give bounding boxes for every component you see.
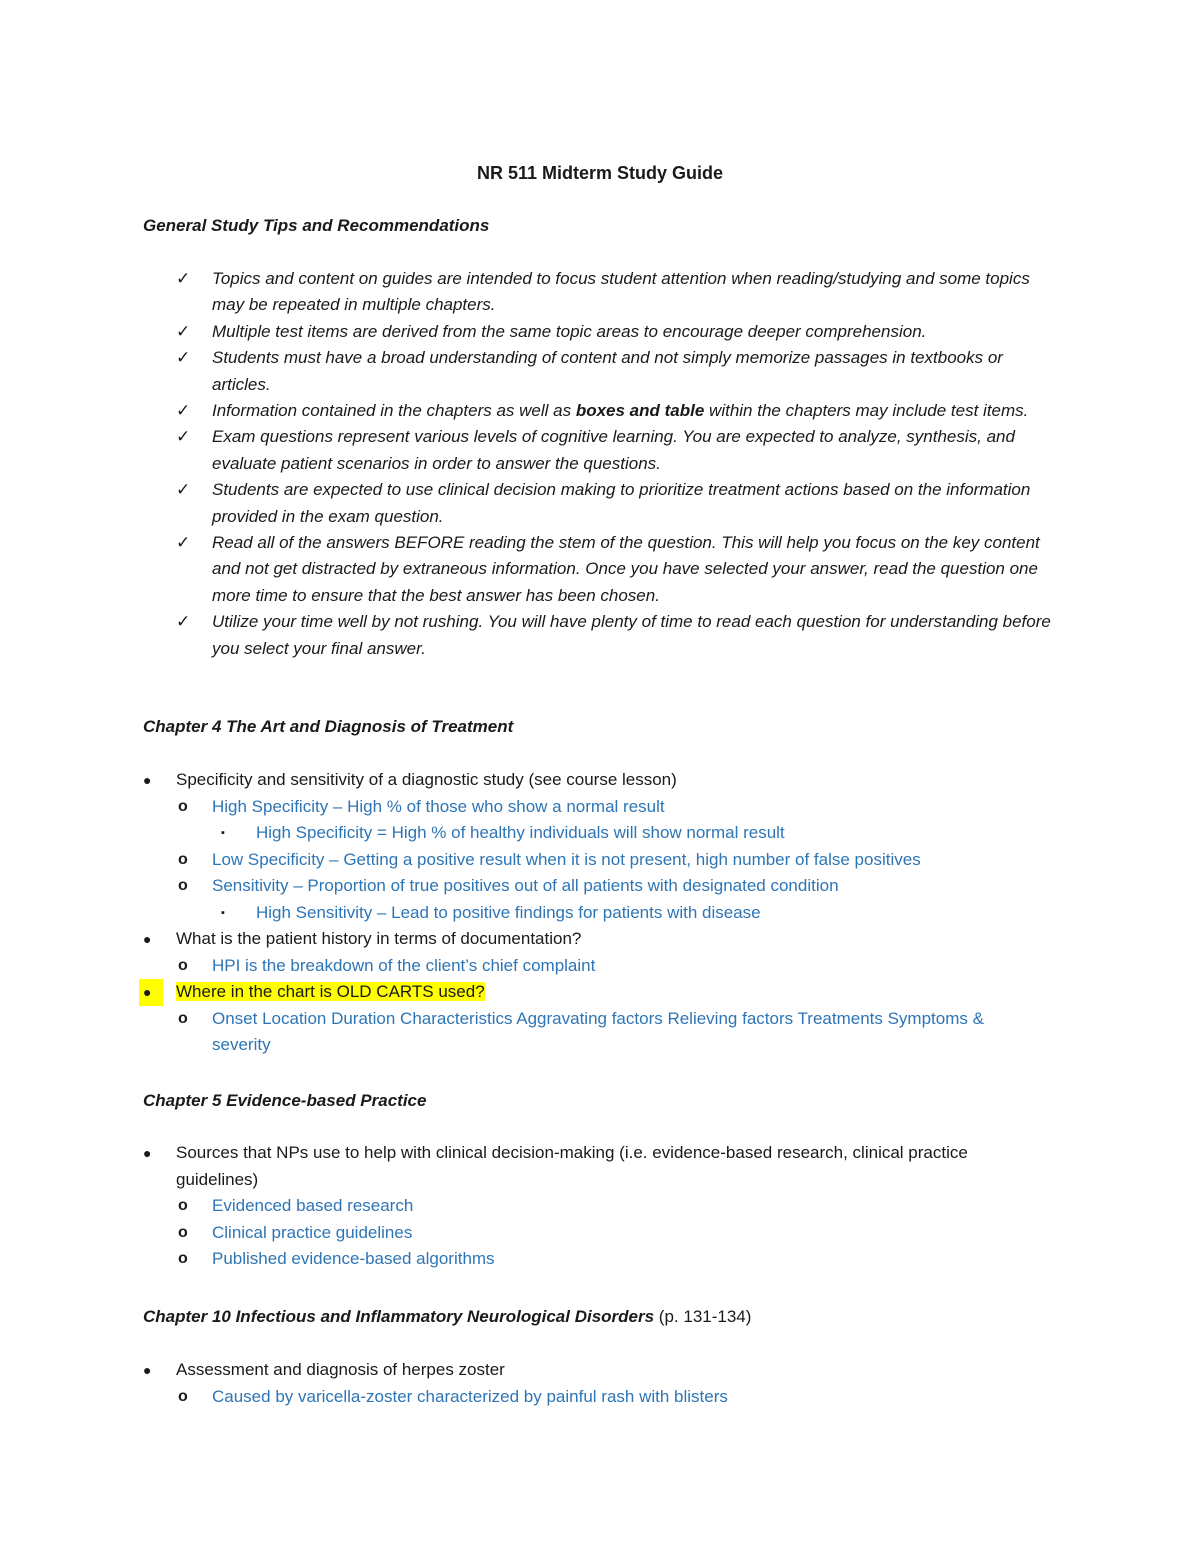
circle-bullet-icon: o [178, 1197, 188, 1214]
bullet-icon: ● [143, 931, 152, 947]
circle-bullet-icon: o [178, 877, 188, 894]
list-item: ▪ High Specificity = High % of healthy individuals will show normal result [0, 820, 1056, 847]
tip-item: ✓ Exam questions represent various levels of cognitive learning. You are expected to analyze, synthesis, and evaluate patient scenarios in order to answer the questions. [0, 424, 1062, 477]
square-bullet-icon: ▪ [221, 827, 225, 839]
tip-item: ✓ Students are expected to use clinical decision making to prioritize treatment actions based on the information provided in the exam question. [0, 477, 1062, 530]
chapter-10-list [0, 1357, 1200, 1410]
page-title: NR 511 Midterm Study Guide [476, 163, 724, 183]
tip-item: ✓ Read all of the answers BEFORE reading the stem of the question. This will help you focus on the key content and not get distracted by extraneous information. Once you have selected your answer, read the question one more time to ensure that the best answer has been chosen. [0, 530, 1062, 609]
circle-bullet-icon: o [178, 956, 188, 974]
chapter-4-list [0, 767, 1200, 1059]
tips-heading: General Study Tips and Recommendations [143, 216, 490, 235]
bullet-icon: ● [143, 1362, 152, 1378]
page-range: (p. 131-134) [658, 1307, 752, 1326]
check-icon: ✓ [176, 427, 191, 447]
list-item: o High Specificity – High % of those who show a normal result [0, 794, 1032, 821]
list-item: ● Sources that NPs use to help with clinical decision-making (i.e. evidence-based research, clinical practice guidelines) [0, 1140, 1036, 1193]
circle-bullet-icon: o [178, 1250, 188, 1267]
check-icon: ✓ [176, 321, 191, 341]
list-item: ● Assessment and diagnosis of herpes zoster [0, 1357, 1036, 1384]
tip-item: ✓ Multiple test items are derived from the same topic areas to encourage deeper comprehension. [0, 319, 1062, 345]
bold-phrase: boxes and table [575, 401, 705, 421]
circle-bullet-icon: o [178, 1009, 188, 1027]
chapter-5-list [0, 1140, 1200, 1273]
check-icon: ✓ [176, 480, 191, 500]
check-icon: ✓ [176, 533, 191, 553]
chapter-5-heading: Chapter 5 Evidence-based Practice [143, 1091, 427, 1110]
list-item: o Clinical practice guidelines [0, 1220, 1032, 1247]
list-item: o Published evidence-based algorithms [0, 1246, 1032, 1273]
tip-item: ✓ Topics and content on guides are intended to focus student attention when reading/studying and some topics may be repeated in multiple chapters. [0, 266, 1062, 319]
highlighted-list-item: ● Where in the chart is OLD CARTS used? [0, 979, 1036, 1006]
tip-item: ✓ Students must have a broad understanding of content and not simply memorize passages in textbooks or articles. [0, 345, 1062, 398]
list-item: o Onset Location Duration Characteristics Aggravating factors Relieving factors Treatments Symptoms & severity [0, 1006, 1032, 1059]
circle-bullet-icon: o [178, 1223, 188, 1241]
circle-bullet-icon: o [178, 850, 188, 868]
list-item: ▪ High Sensitivity – Lead to positive findings for patients with disease [0, 900, 1056, 927]
circle-bullet-icon: o [178, 797, 188, 815]
circle-bullet-icon: o [178, 1387, 188, 1405]
bullet-icon: ● [143, 1145, 152, 1161]
list-item: ● Specificity and sensitivity of a diagnostic study (see course lesson) [0, 767, 1036, 794]
bullet-icon: ● [139, 979, 163, 1006]
list-item: o Caused by varicella-zoster characterized by painful rash with blisters [0, 1384, 1032, 1411]
chapter-10-heading: Chapter 10 Infectious and Inflammatory Neurological Disorders (p. 131-134) [143, 1307, 752, 1326]
bullet-icon: ● [143, 772, 152, 788]
check-icon: ✓ [176, 348, 191, 368]
list-item: o Evidenced based research [0, 1193, 1032, 1220]
list-item: o Low Specificity – Getting a positive result when it is not present, high number of false positives [0, 847, 1032, 874]
check-icon: ✓ [176, 269, 191, 288]
check-icon: ✓ [176, 612, 191, 632]
list-item: ● What is the patient history in terms of documentation? [0, 926, 1036, 953]
chapter-4-heading: Chapter 4 The Art and Diagnosis of Treatment [143, 717, 514, 736]
tip-item: ✓ Utilize your time well by not rushing. You will have plenty of time to read each question for understanding before you select your final answer. [0, 609, 1062, 662]
square-bullet-icon: ▪ [221, 906, 225, 919]
tip-item: ✓ Information contained in the chapters as well as boxes and table within the chapters may include test items. [0, 398, 1062, 424]
list-item: o HPI is the breakdown of the client’s chief complaint [0, 953, 1032, 980]
check-icon: ✓ [176, 401, 191, 421]
list-item: o Sensitivity – Proportion of true positives out of all patients with designated condition [0, 873, 1032, 900]
tips-list [0, 266, 1200, 662]
